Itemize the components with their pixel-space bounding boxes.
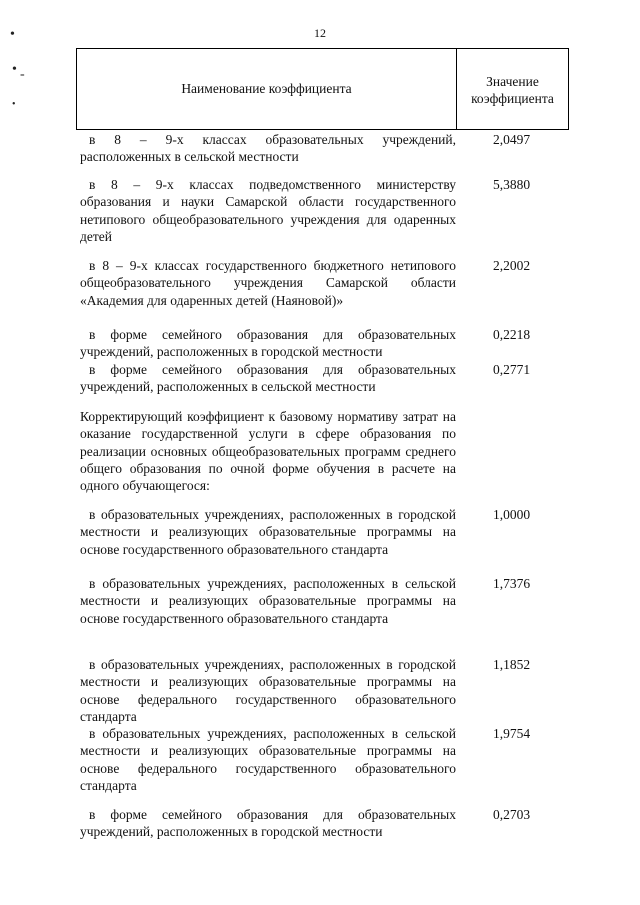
scan-mark: • [10, 27, 15, 42]
row-text: в образовательных учреждениях, расположенных в сельской местности и реализующих образовательные программы на основе федерального государственного образовательного стандарта [80, 726, 456, 793]
row-text: в форме семейного образования для образовательных учреждений, расположенных в сельской местности [80, 362, 456, 395]
row-value: 5,3880 [493, 177, 531, 192]
row-value: 1,9754 [493, 726, 531, 741]
scan-mark: - [20, 67, 25, 82]
table-header [76, 48, 569, 130]
row-text: в форме семейного образования для образовательных учреждений, расположенных в городской местности [80, 807, 456, 840]
row-value: 0,2218 [493, 327, 531, 342]
row-text: в 8 – 9-х классах государственного бюджетного нетипового общеобразовательного учреждения Самарской области «Академия для одаренных детей (Наяновой)» [80, 258, 456, 308]
row-value: 2,2002 [493, 258, 531, 273]
page-number: 12 [314, 26, 326, 40]
column-header-value [457, 49, 568, 129]
scan-mark: • [12, 99, 16, 110]
row-text: в образовательных учреждениях, расположенных в сельской местности и реализующих образовательные программы на основе государственного образовательного стандарта [80, 576, 456, 626]
column-header-value-line1: Значение [486, 74, 539, 89]
row-value: 2,0497 [493, 132, 531, 147]
row-text: в образовательных учреждениях, расположенных в городской местности и реализующих образовательные программы на основе государственного образовательного стандарта [80, 507, 456, 557]
row-text: Корректирующий коэффициент к базовому нормативу затрат на оказание государственной услуги в сфере образования по реализации основных общеобразовательных программ среднего общего образования по очной форме обучения в расчете на одного обучающегося: [80, 409, 456, 494]
row-text: в 8 – 9-х классах подведомственного министерству образования и науки Самарской области государственного нетипового общеобразовательного учреждения для одаренных детей [80, 177, 456, 244]
row-value: 0,2703 [493, 807, 531, 822]
row-value: 1,7376 [493, 576, 531, 591]
row-value: 1,1852 [493, 657, 531, 672]
row-value: 1,0000 [493, 507, 531, 522]
row-value: 0,2771 [493, 362, 531, 377]
row-text: в 8 – 9-х классах образовательных учреждений, расположенных в сельской местности [80, 132, 456, 165]
column-header-value-line2: коэффициента [471, 91, 554, 106]
row-text: в образовательных учреждениях, расположенных в городской местности и реализующих образовательные программы на основе федерального государственного образовательного стандарта [80, 657, 456, 724]
scan-mark: • [12, 62, 17, 77]
column-header-name: Наименование коэффициента [77, 49, 457, 129]
row-text: в форме семейного образования для образовательных учреждений, расположенных в городской местности [80, 327, 456, 360]
